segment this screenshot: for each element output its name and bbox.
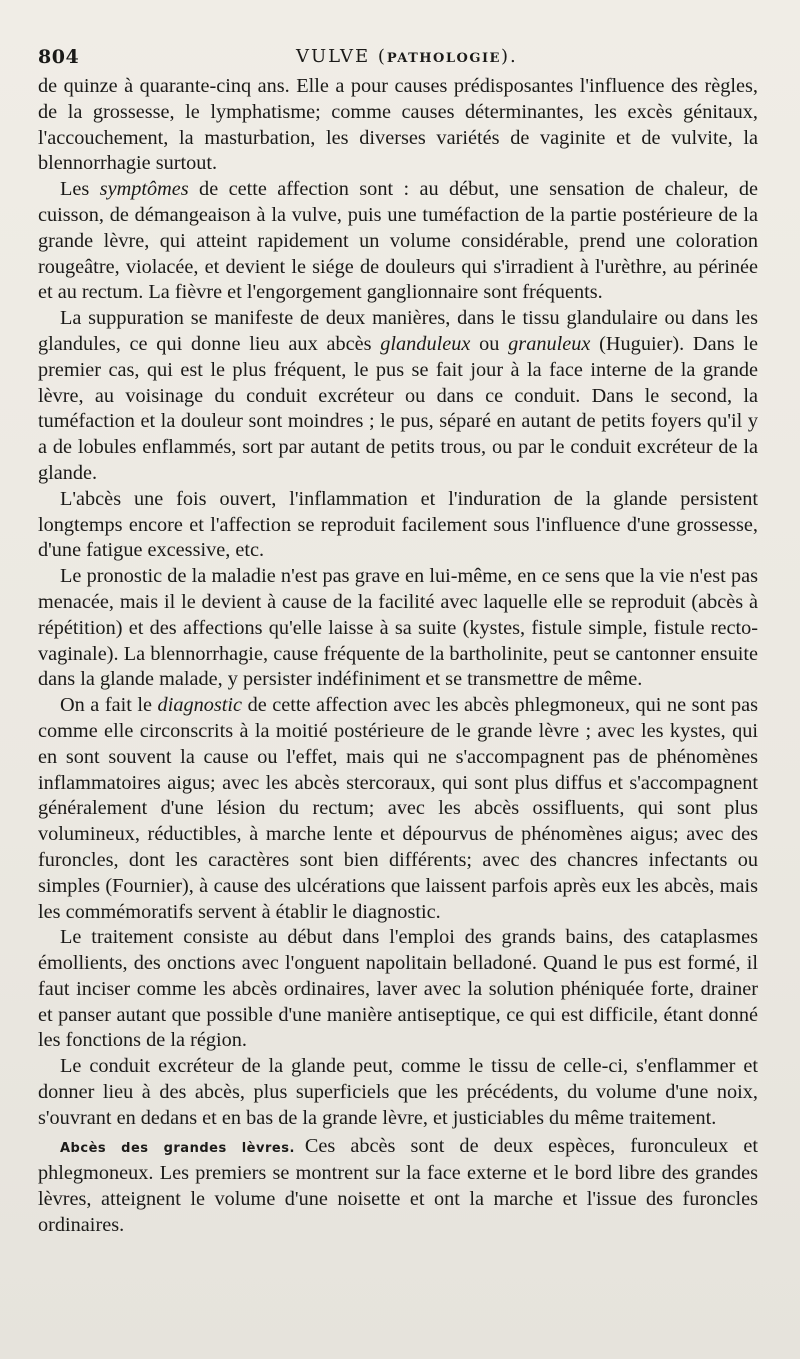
diagnosis-lead: On a fait le (60, 694, 158, 717)
suppuration-text: (Huguier). Dans le premier cas, qui est le plus fréquent, le pus se fait jour à la face interne de la grande lèvre, au voisinage du conduit excréteur ou dans ce conduit. Dans le second, la tuméfaction et la douleur sont moindres ; le pus, séparé en autant de petits foyers qu'il y a de lobules enflammés, sort par autant de petits trous, ou par le conduit excréteur de la glande. (38, 332, 758, 484)
paragraph-suppuration (38, 306, 758, 487)
diagnosis-term: diagnostic (157, 694, 243, 717)
suppuration-lead: La suppuration se manifeste de deux manières, dans le tissu glandulaire ou dans les glandules, ce qui donne lieu aux abcès (38, 307, 758, 355)
suppuration-term-granuleux: granuleux (508, 332, 591, 355)
symptoms-term: symptômes (99, 178, 189, 201)
paragraph-causes: de quinze à quarante-cinq ans. Elle a pour causes prédisposantes l'influence des règles, de la grossesse, le lymphatisme; comme causes déterminantes, les excès génitaux, l'accouchement, la masturbation, les diverses variétés de vaginite et de vulvite, la blennorrhagie surtout. (38, 75, 758, 175)
paragraph-excretory-duct: Le conduit excréteur de la glande peut, comme le tissu de celle-ci, s'enflammer et donner lieu à des abcès, plus superficiels que les précédents, du volume d'une noix, s'ouvrant en dedans et en bas de la grande lèvre, et justiciables du même traitement. (38, 1055, 758, 1129)
paragraph-treatment: Le traitement consiste au début dans l'emploi des grands bains, des cataplasmes émollients, des onctions avec l'onguent napolitain belladoné. Quand le pus est formé, il faut inciser comme les abcès ordinaires, laver avec la solution phéniquée forte, drainer et panser autant que possible d'une manière antiseptique, ce qui est difficile, étant donné les fonctions de la région. (38, 926, 758, 1052)
body-text (38, 74, 758, 1239)
paragraph-symptoms (38, 177, 758, 306)
running-title-subject: PATHOLOGIE (386, 51, 501, 66)
running-title-paren-close: ). (500, 46, 518, 67)
running-head (38, 36, 758, 74)
paragraph-diagnosis (38, 693, 758, 925)
diagnosis-text: de cette affection avec les abcès phlegmoneux, qui ne sont pas comme elle circonscrits à la moitié postérieure de le grande lèvre ; avec les kystes, qui en sont souvent la cause ou l'effet, mais qui ne s'accompagnent pas de phénomènes inflammatoires aigus; avec les abcès stercoraux, qui sont plus diffus et s'accompagnent généralement d'une lésion du rectum; avec les abcès ossifluents, qui sont plus volumineux, réductibles, à marche lente et dépourvus de phénomènes aigus; avec des furoncles, dont les caractères sont bien différents; avec des chancres infectants ou simples (Fournier), à cause des ulcérations que laissent parfois après eux les abcès, mais les commémoratifs servent à établir le diagnostic. (38, 694, 758, 923)
running-title-main: VULVE (296, 46, 371, 67)
page-number: 804 (38, 46, 80, 68)
running-title-paren-open: ( (377, 46, 387, 67)
suppuration-or: ou (470, 332, 509, 355)
suppuration-term-glanduleux: glanduleux (380, 332, 471, 355)
symptoms-lead: Les (60, 178, 100, 201)
running-title (296, 46, 518, 67)
section-heading: Abcès des grandes lèvres. (60, 1140, 295, 1156)
paragraph-labia-abscess (38, 1134, 758, 1239)
labia-abscess-text: Ces abcès sont de deux espèces, furonculeux et phlegmoneux. Les premiers se montrent sur la face externe et le bord libre des grandes lèvres, atteignent le volume d'une noisette et ont la marche et l'issue des furoncles ordinaires. (38, 1134, 758, 1237)
paragraph-prognosis: Le pronostic de la maladie n'est pas grave en lui-même, en ce sens que la vie n'est pas menacée, mais il le devient à cause de la facilité avec laquelle elle se reproduit (abcès à répétition) et des affections qu'elle laisse à sa suite (kystes, fistule simple, fistule recto-vaginale). La blennorrhagie, cause fréquente de la bartholinite, peut se cantonner ensuite dans la glande malade, y persister indéfiniment et se transmettre de même. (38, 565, 758, 691)
paragraph-evolution: L'abcès une fois ouvert, l'inflammation et l'induration de la glande persistent longtemps encore et l'affection se reproduit facilement sous l'influence d'une grossesse, d'une fatigue excessive, etc. (38, 487, 758, 562)
symptoms-text: de cette affection sont : au début, une sensation de chaleur, de cuisson, de démangeaison à la vulve, puis une tuméfaction de la partie postérieure de la grande lèvre, qui atteint rapidement un volume considérable, prend une coloration rougeâtre, violacée, et devient le siége de douleurs qui s'irradient à l'urèthre, au périnée et au rectum. La fièvre et l'engorgement ganglionnaire sont fréquents. (38, 178, 759, 304)
